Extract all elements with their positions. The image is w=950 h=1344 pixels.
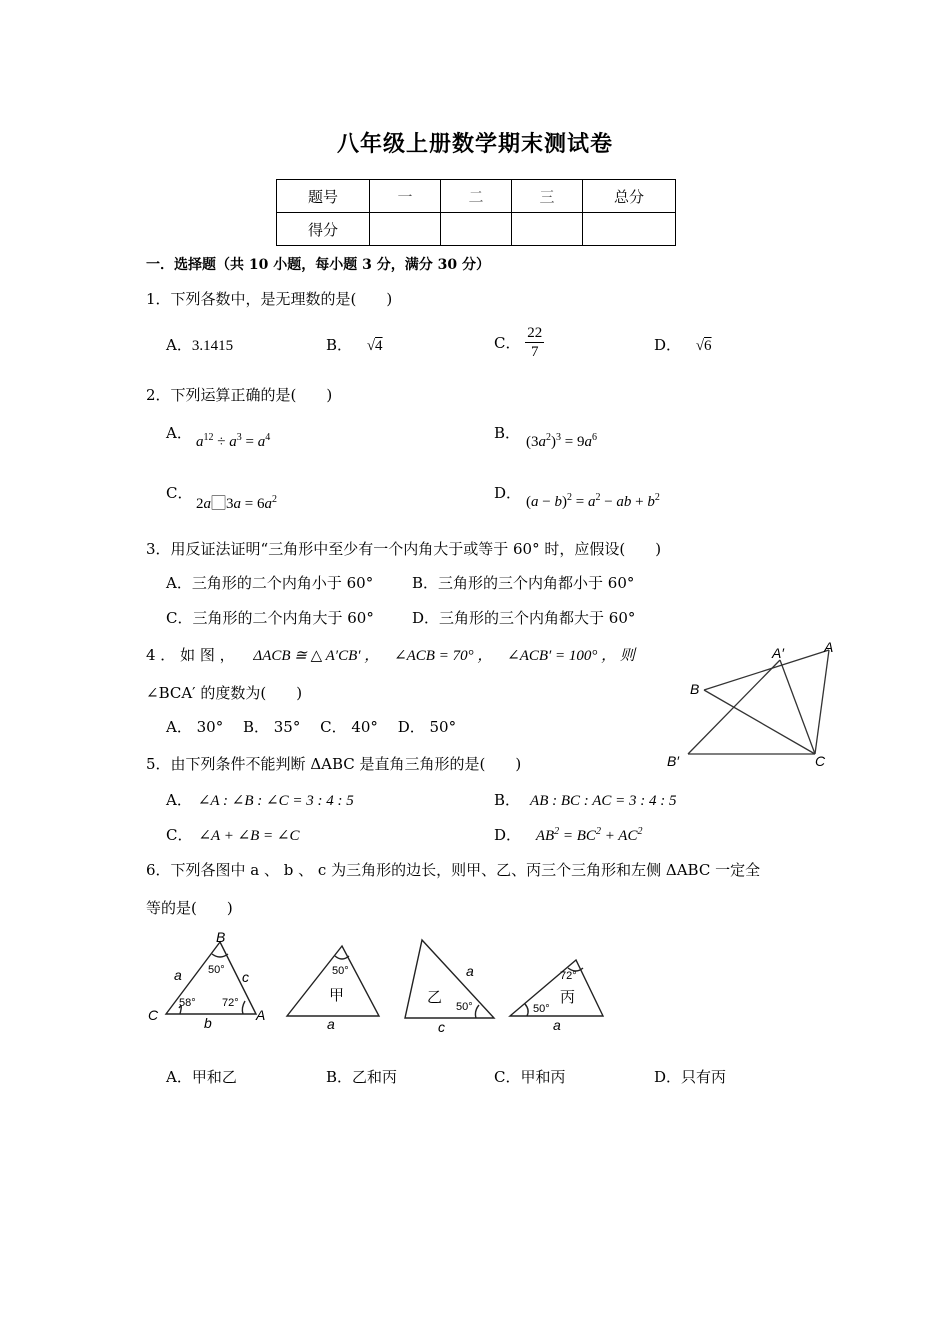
q2-option-d-label: D． xyxy=(494,484,522,502)
question-2-stem: 2．下列运算正确的是( ) xyxy=(146,386,333,404)
table-row-label: 得分 xyxy=(277,213,370,246)
table-row xyxy=(277,213,676,246)
segment-bpap xyxy=(688,660,780,754)
segment-apc xyxy=(780,660,815,754)
question-4-stem-line2: ∠BCA′ 的度数为( ) xyxy=(146,684,303,702)
q3-option-a: A．三角形的二个内角小于 60° xyxy=(166,574,374,592)
q2-option-c-label: C． xyxy=(166,484,193,502)
angle-arc xyxy=(242,1001,245,1014)
q5-option-c: C． ∠A + ∠B = ∠C xyxy=(166,826,300,844)
question-6-stem-line2: 等的是( ) xyxy=(146,899,233,917)
label-b: B xyxy=(690,681,700,697)
q5-option-a: A． ∠A : ∠B : ∠C = 3 : 4 : 5 xyxy=(166,791,354,809)
q2-option-d: $(a - b)^2 = a^2$ − ab + $b^2$ xyxy=(526,492,660,510)
segment-bc xyxy=(704,690,815,754)
question-6-stem: 6．下列各图中 a 、 b 、 c 为三角形的边长，则甲、乙、丙三个三角形和左侧 ΔABC 一定全 xyxy=(146,861,761,879)
q6-option-b: B．乙和丙 xyxy=(326,1068,398,1086)
label-a-vertex: A xyxy=(256,1007,266,1023)
q1-option-c: C． $\frac{22}{7}$ xyxy=(494,325,543,360)
label-yi: 乙 xyxy=(427,989,443,1006)
angle-label: 72° xyxy=(222,997,239,1009)
side-a: a xyxy=(466,963,474,979)
score-cell[interactable] xyxy=(441,213,512,246)
q1-option-a: A．3.1415 xyxy=(166,336,234,354)
table-header-cell: 总分 xyxy=(583,180,676,213)
q2-option-c: 2a⃞3a = $6a^2$ xyxy=(196,494,277,512)
q2-option-a-label: A． xyxy=(166,424,192,442)
side-c: c xyxy=(438,1019,445,1034)
q3-option-b: B．三角形的三个内角都小于 60° xyxy=(412,574,635,592)
q5-option-b: B． AB : BC : AC = 3 : 4 : 5 xyxy=(494,791,677,809)
label-b: B xyxy=(216,929,226,945)
q6-option-d: D．只有丙 xyxy=(654,1068,727,1086)
score-cell[interactable] xyxy=(512,213,583,246)
q6-option-a: A．甲和乙 xyxy=(166,1068,237,1086)
label-bing: 丙 xyxy=(560,989,576,1006)
question-5-stem: 5．由下列条件不能判断 ΔABC 是直角三角形的是( ) xyxy=(146,755,522,773)
q3-option-d: D．三角形的三个内角都大于 60° xyxy=(412,609,636,627)
question-4-stem: 4 ． 如 图 ， ΔACB ≅ △ A′CB′ ， ∠ACB = 70° ， ∠ACB′ = 100° ， 则 xyxy=(146,646,635,664)
table-row xyxy=(277,180,676,213)
segment-ba xyxy=(704,650,829,690)
page-title: 八年级上册数学期末测试卷 xyxy=(336,131,613,157)
table-header-cell: 二 xyxy=(441,180,512,213)
q4-options: A． 30° B． 35° C． 40° D． 50° xyxy=(166,718,457,736)
angle-label: 58° xyxy=(179,997,196,1009)
q4-figure xyxy=(664,636,840,770)
angle-label: 50° xyxy=(456,1001,473,1013)
question-1-stem: 1．下列各数中，是无理数的是( ) xyxy=(146,290,393,308)
angle-label: 50° xyxy=(208,964,225,976)
label-c-vertex: C xyxy=(148,1007,159,1023)
q3-option-c: C．三角形的二个内角大于 60° xyxy=(166,609,374,627)
triangle-jia xyxy=(287,946,379,1016)
angle-label: 50° xyxy=(332,965,349,977)
table-header-cell: 一 xyxy=(370,180,441,213)
q2-option-b-label: B． xyxy=(494,424,521,442)
question-3-stem: 3．用反证法证明“三角形中至少有一个内角大于或等于 60° 时，应假设( ) xyxy=(146,540,662,558)
segment-ac xyxy=(815,650,829,754)
q1-option-b: B． √4 xyxy=(326,336,383,354)
q1-option-d: D． √6 xyxy=(654,336,712,354)
angle-arc xyxy=(475,1005,479,1018)
side-a: a xyxy=(553,1017,561,1033)
triangle-yi xyxy=(405,940,494,1018)
q6-figure xyxy=(146,928,616,1034)
table-header-cell: 三 xyxy=(512,180,583,213)
q5-option-d: D． $AB^2 = BC^2 + AC^2$ xyxy=(494,826,643,844)
label-c: C xyxy=(815,753,826,769)
side-a: a xyxy=(174,967,182,983)
section-heading: 一．选择题（共 10 小题，每小题 3 分，满分 30 分） xyxy=(146,257,490,273)
label-b-prime: B′ xyxy=(667,753,679,769)
triangle-bing xyxy=(510,960,603,1016)
score-cell[interactable] xyxy=(583,213,676,246)
angle-arc xyxy=(525,1004,528,1016)
score-table xyxy=(276,179,676,246)
angle-label: 72° xyxy=(560,970,577,982)
label-a-prime: A′ xyxy=(772,645,784,661)
angle-label: 50° xyxy=(533,1003,550,1015)
q2-option-a: $a^{12} \div a^3 = a^4$ xyxy=(196,432,271,450)
side-b: b xyxy=(204,1015,212,1031)
q6-option-c: C．甲和丙 xyxy=(494,1068,566,1086)
side-a: a xyxy=(327,1016,335,1032)
q2-option-b: $(3a^2)^3 = 9a^6$ xyxy=(526,432,597,450)
side-c: c xyxy=(242,969,249,985)
label-jia: 甲 xyxy=(329,987,345,1004)
score-cell[interactable] xyxy=(370,213,441,246)
table-header-cell: 题号 xyxy=(277,180,370,213)
label-a: A xyxy=(824,639,834,655)
